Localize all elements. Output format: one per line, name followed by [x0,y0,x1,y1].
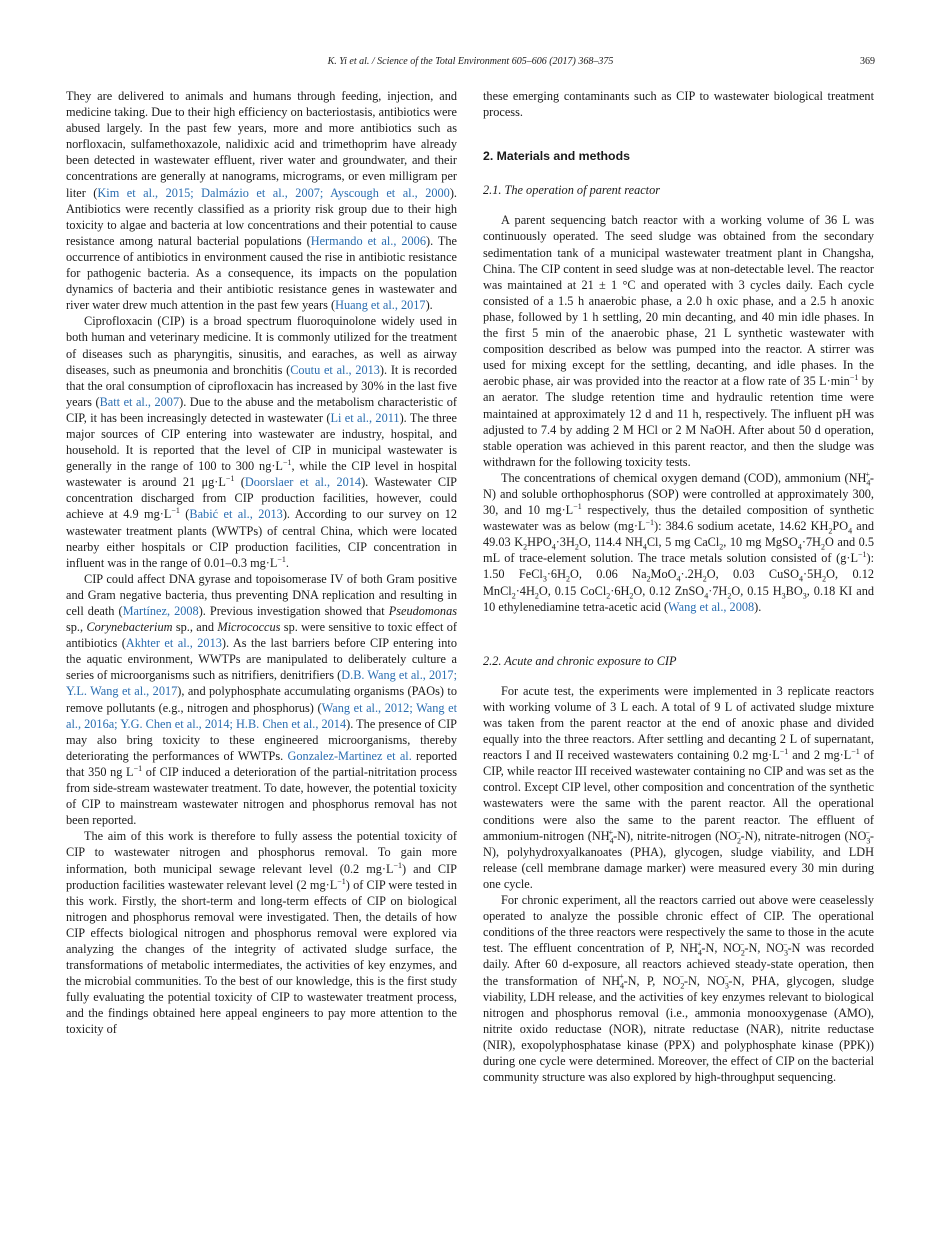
paragraph: these emerging contaminants such as CIP to wastewater biological treatment process. [483,89,874,120]
paragraph: For chronic experiment, all the reactors carried out above were ceaselessly operated to analyze the possible chronic effect of CIP. The operational conditions of the three reactors were respectively the same to those in the acute test. The effluent concentration of P, $NH_4^+-N$, $NO_2^--N$, $NO_3^--N$ was recorded daily. After 60 d-exposure, all reactors achieved steady-state operation, then the transformation of $NH_4^+-N$, P, $NO_2^--N$, $NO_3^--N$, PHA, glycogen, sludge viability, LDH release, and the activities of key enzymes relevant to biological nitrogen and phosphorus removal (i.e., ammonia monooxygenase (AMO), nitrite oxido reductase (NOR), nitrate reductase (NAR), nitrite reductase (NIR), exopolyphosphatase kinase (PPX) and polyphosphate kinase (PPK)) during one cycle were determined. Moreover, the effect of CIP on the bacterial community structure was also explored by high-throughput sequencing. [483,893,875,1085]
paragraph: The concentrations of chemical oxygen demand (COD), ammonium $(NH_4^+-N)$ and soluble orthophosphorus (SOP) were controlled at approximately 300, 30, and 10 $mg\cdot L^{-1}$ respectively, thus the detailed composition of synthetic wastewater was as below $(mg\cdot L^{-1})$: 384.6 sodium acetate, 14.62 $KH_2PO_4$ and 49.03 $K_2HPO_4\cdot 3H_2O$, 114.4 $NH_4Cl$, 5 mg CaCl$_2$, 10 mg $MgSO_4\cdot 7H_2O$ and 0.5 mL of trace-element solution. The trace metals solution consisted of $(g\cdot L^{-1})$: 1.50 $FeCl_3\cdot 6H_2O$, 0.06 $Na_2MoO_4\cdot.2H_2O$, 0.03 $CuSO_4\cdot 5H_2O$, 0.12 $MnCl_2\cdot 4H_2O$, 0.15 $CoCl_2\cdot 6H_2O$, 0.12 $ZnSO_4\cdot 7H_2O$, 0.15 $H_3BO_3$, 0.18 KI and 10 ethylenediamine tetra-acetic acid (Wang et al., 2008). [483,469,875,614]
paragraph: They are delivered to animals and humans through feeding, injection, and medicine taking. Due to their high efficiency on bacteriostasis, antibiotics were abused largely. In the past few years, more and more antibiotics such as norfloxacin, sulfamethoxazole, nalidixic acid and trimethoprim have already been detected in wastewater effluent, river water and groundwater, and their concentrations are generally at nanograms, micrograms, or even milligram per liter (Kim et al., 2015; Dalmázio et al., 2007; Ayscough et al., 2000). Antibiotics were recently classified as a priority risk group due to their high toxicity to algae and bacteria at low concentrations and their potential to cause resistance among natural bacterial populations (Hermando et al., 2006). The occurrence of antibiotics in environment caused the rise in antibiotic resistance for pathogenic bacteria. As a consequence, its impacts on the population dynamics of bacteria and their antibiotic resistance genes in wastewater and river water drew much attention in the past few years (Huang et al., 2017). [66,89,458,313]
left-column [66,88,457,1038]
citation-link[interactable]: Wang et al., 2012; Wang et al., 2016a; Y.G. Chen et al., 2014; H.B. Chen et al., 2014 [66,700,458,731]
section-heading: 2. Materials and methods [483,149,630,164]
citation-link[interactable]: Doorslaer et al., 2014 [244,475,362,490]
citation-link[interactable]: D.B. Wang et al., 2017; Y.L. Wang et al., 2017 [66,668,457,699]
citation-link[interactable]: Kim et al., 2015; Dalmázio et al., 2007; Ayscough et al., 2000 [97,185,450,200]
citation-link[interactable]: Gonzalez-Martinez et al. [287,748,412,763]
paragraph: A parent sequencing batch reactor with a working volume of 36 L was continuously operated. The seed sludge was obtained from the secondary sedimentation tank of a municipal wastewater treatment plant in Changsha, China. The CIP content in seed sludge was at non-detectable level. The reactor was maintained at 21 ± 1 °C and operated with 3 cycles daily. Each cycle consisted of a 1.5 h anaerobic phase, a 2.0 h oxic phase, and a 2.5 h anoxic phase, followed by 1 h settling, 20 min decanting, and 40 min idle phases. In the first 5 min of the anaerobic phase, 21 L synthetic wastewater with composition described as below was pumped into the reactor. A stirrer was used for mixing except for the settling, decanting, and idle phases. In the aerobic phase, air was provided into the reactor at a flow rate of 35 $L\cdot\min^{-1}$ by an aerator. The sludge retention time and hydraulic retention time were maintained at approximately 12 d and 11 h, respectively. The influent pH was adjusted to 7.4 by adding 2 M HCl or 2 M NaOH. After about 50 d operation, stable operation was achieved in this parent reactor, and then the sludge was withdrawn for the following toxicity tests. [483,213,874,469]
citation-link[interactable]: Huang et al., 2017 [335,298,426,313]
paragraph: The aim of this work is therefore to fully assess the potential toxicity of CIP to wastewater nitrogen and phosphorus removal. To gain more information, both municipal sewage relevant level (0.2 $mg\cdot L^{-1}$) and CIP production facilities wastewater relevant level (2 $mg\cdot L^{-1}$) of CIP were tested in this work. Firstly, the short-term and long-term effects of CIP on biological nitrogen and phosphorus removal were investigated. Then, the details of how CIP effects biological nitrogen and phosphorus removal were explored via analyzing the changes of the integrity of activated sludge surface, the transformations of metabolic intermediates, the activities of key enzymes, and the microbial communities. To the best of our knowledge, this is the first study fully evaluating the potential toxicity of CIP to wastewater treatment process, and the findings obtained here appeal engineers to pay more attention to the toxicity of [66,829,457,1037]
citation-link[interactable]: Hermando et al., 2006 [310,233,426,248]
paragraph: For acute test, the experiments were implemented in 3 replicate reactors with working volume of 3 L each. A total of 9 L of activated sludge mixture was taken from the parent reactor at the end of anoxic phase and divided equally into the three reactors. After settling and decanting 2 L of supernatant, reactors I and II received wastewaters containing 0.2 $mg\cdot L^{-1}$ and 2 $mg\cdot L^{-1}$ of CIP, while reactor III received wastewater containing no CIP and was set as the control. Except CIP level, other composition and concentration of the synthetic wastewaters were the same with the parent reactor. All the operational conditions were also the same to the parent reactor. The effluent of ammonium-nitrogen $(NH_4^+-N)$, nitrite-nitrogen $(NO_2^--N)$, nitrate-nitrogen $(NO_3^--N)$, polyhydroxyalkanoates (PHA), glycogen, sludge viability, and LDH release (cell membrane damage marker) were measured every 30 min during one cycle. [483,683,874,891]
subsection-heading: 2.2. Acute and chronic exposure to CIP [483,653,677,668]
citation-link[interactable]: Babić et al., 2013 [189,507,283,522]
citation-link[interactable]: Martínez, 2008 [122,604,199,618]
citation-link[interactable]: Li et al., 2011 [330,410,400,425]
citation-link[interactable]: Coutu et al., 2013 [290,362,380,377]
citation-link[interactable]: Batt et al., 2007 [99,394,180,409]
right-column [483,88,874,1085]
running-header [66,56,875,72]
running-title: K. Yi et al. / Science of the Total Environment 605–606 (2017) 368–375 [327,56,614,67]
citation-link[interactable]: Wang et al., 2008 [668,599,755,614]
subsection-heading: 2.1. The operation of parent reactor [483,183,661,198]
citation-link[interactable]: Akhter et al., 2013 [125,636,222,651]
page-number: 369 [860,56,875,67]
paragraph: Ciprofloxacin (CIP) is a broad spectrum fluoroquinolone widely used in both human and veterinary medicine. It is commonly utilized for the treatment of diseases such as pharyngitis, sinusitis, and earaches, as well as airway diseases, such as pneumonia and bronchitis (Coutu et al., 2013). It is recorded that the oral consumption of ciprofloxacin has increased by 30% in the last five years (Batt et al., 2007). Due to the abuse and the metabolism characteristic of CIP, it has been increasingly detected in wastewater (Li et al., 2011). The three major sources of CIP entering into wastewater are industry, hospital, and household. It is reported that the level of CIP in municipal wastewater is generally in the range of 100 to 300 $ng\cdot L^{-1}$, while the CIP level in hospital wastewater is around 21 $\mu g\cdot L^{-1}$ (Doorslaer et al., 2014). Wastewater CIP concentration discharged from CIP production facilities, however, could achieve at 4.9 $mg\cdot L^{-1}$ (Babić et al., 2013). According to our survey on 12 wastewater treatment plants (WWTPs) of central China, which were located nearby either hospitals or CIP production facilities, CIP concentration in influent was in the range of 0.01–0.3 $mg\cdot L^{-1}$. [66,314,458,570]
paragraph: CIP could affect DNA gyrase and topoisomerase IV of both Gram positive and Gram negative bacteria, thus preventing DNA replication and resulting in cell death (Martínez, 2008). Previous investigation showed that Pseudomonas sp., Corynebacterium sp., and Micrococcus sp. were sensitive to toxic effect of antibiotics (Akhter et al., 2013). As the last barriers before CIP entering into the aquatic environment, WWTPs are manipulated to deliberately culture a series of microorganisms such as nitrifiers, denitrifiers (D.B. Wang et al., 2017; Y.L. Wang et al., 2017), and polyphosphate accumulating organisms (PAOs) to remove pollutants (e.g., nitrogen and phosphorus) (Wang et al., 2012; Wang et al., 2016a; Y.G. Chen et al., 2014; H.B. Chen et al., 2014). The presence of CIP may also bring toxicity to these engineered microorganisms, thereby deteriorating the performances of WWTPs. Gonzalez-Martinez et al. reported that 350 ng $L^{-1}$ of CIP induced a deterioration of the partial-nitritation process from side-stream wastewater treatment. To date, however, the potential toxicity of CIP to mainstream wastewater nitrogen and phosphorus removal has not been reported. [66,571,458,828]
